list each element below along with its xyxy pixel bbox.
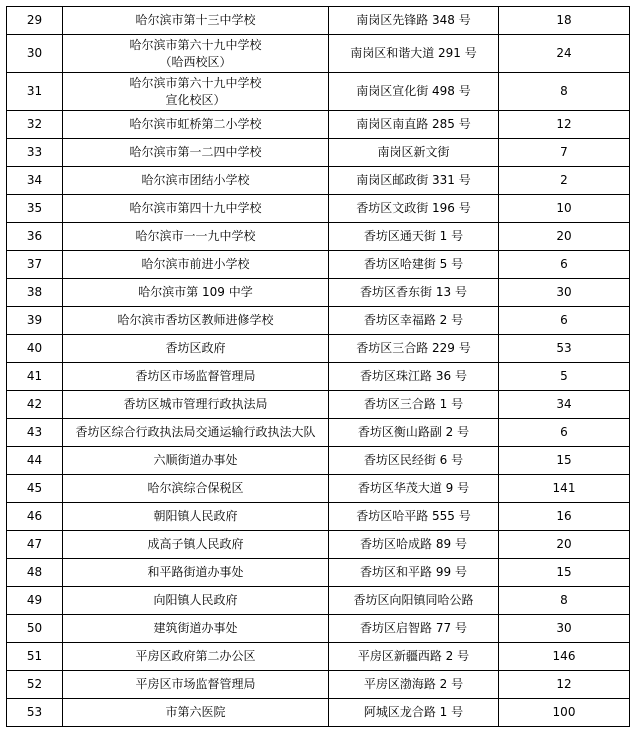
unit-name-line: 哈尔滨市第六十九中学校 [129,37,262,52]
count-cell: 30 [499,615,630,643]
unit-name-cell [63,223,329,251]
table-row [7,587,630,615]
row-number-cell: 37 [7,251,63,279]
row-number-cell: 45 [7,475,63,503]
row-number-cell: 29 [7,7,63,35]
table-row [7,35,630,73]
unit-name-cell [63,139,329,167]
row-number-cell: 42 [7,391,63,419]
unit-name-cell [63,111,329,139]
table-row [7,363,630,391]
row-number-cell: 52 [7,671,63,699]
address-cell: 南岗区南直路 285 号 [329,111,499,139]
unit-name-line: 平房区政府第二办公区 [135,649,256,663]
row-number-cell: 50 [7,615,63,643]
table-row [7,307,630,335]
unit-name-cell [63,167,329,195]
table-row [7,419,630,447]
row-number-cell: 48 [7,559,63,587]
count-cell: 8 [499,587,630,615]
count-cell: 141 [499,475,630,503]
unit-name-line: 成高子镇人民政府 [147,537,244,551]
address-cell: 香坊区三合路 1 号 [329,391,499,419]
count-cell: 18 [499,7,630,35]
count-cell: 10 [499,195,630,223]
address-cell: 香坊区珠江路 36 号 [329,363,499,391]
address-cell: 南岗区和谐大道 291 号 [329,35,499,73]
unit-name-cell [63,419,329,447]
unit-name-cell [63,475,329,503]
table-row [7,7,630,35]
count-cell: 146 [499,643,630,671]
unit-name-cell [63,335,329,363]
table-row [7,447,630,475]
unit-name-line: 哈尔滨市香坊区教师进修学校 [117,313,274,327]
unit-name-cell [63,503,329,531]
count-cell: 12 [499,671,630,699]
address-cell: 南岗区邮政街 331 号 [329,167,499,195]
table-row [7,223,630,251]
address-cell: 平房区新疆西路 2 号 [329,643,499,671]
table-row [7,643,630,671]
count-cell: 20 [499,223,630,251]
unit-name-line: 平房区市场监督管理局 [135,677,256,691]
address-cell: 香坊区衡山路副 2 号 [329,419,499,447]
count-cell: 7 [499,139,630,167]
row-number-cell: 49 [7,587,63,615]
row-number-cell: 46 [7,503,63,531]
unit-name-line: 朝阳镇人民政府 [153,509,238,523]
unit-name-line: 哈尔滨市团结小学校 [141,173,250,187]
table-row [7,475,630,503]
row-number-cell: 44 [7,447,63,475]
unit-name-line: 香坊区市场监督管理局 [135,369,256,383]
document-table [6,6,630,727]
count-cell: 20 [499,531,630,559]
count-cell: 8 [499,73,630,111]
unit-name-cell [63,699,329,727]
table-row [7,167,630,195]
row-number-cell: 38 [7,279,63,307]
table-row [7,699,630,727]
count-cell: 12 [499,111,630,139]
address-cell: 南岗区新文街 [329,139,499,167]
table-row [7,279,630,307]
count-cell: 16 [499,503,630,531]
count-cell: 53 [499,335,630,363]
unit-name-cell [63,7,329,35]
unit-name-line: 市第六医院 [165,705,226,719]
address-cell: 香坊区哈成路 89 号 [329,531,499,559]
unit-name-cell [63,587,329,615]
unit-name-line: 香坊区政府 [165,341,226,355]
table-row [7,559,630,587]
address-cell: 香坊区向阳镇同哈公路 [329,587,499,615]
unit-name-line: 建筑街道办事处 [153,621,238,635]
count-cell: 2 [499,167,630,195]
unit-name-cell [63,363,329,391]
row-number-cell: 33 [7,139,63,167]
address-cell: 香坊区和平路 99 号 [329,559,499,587]
unit-name-cell [63,251,329,279]
row-number-cell: 31 [7,73,63,111]
address-cell: 南岗区宣化街 498 号 [329,73,499,111]
unit-name-cell [63,391,329,419]
row-number-cell: 53 [7,699,63,727]
address-cell: 香坊区文政街 196 号 [329,195,499,223]
address-cell: 香坊区华茂大道 9 号 [329,475,499,503]
unit-name-line: 哈尔滨综合保税区 [147,481,244,495]
unit-name-cell [63,643,329,671]
unit-name-cell [63,615,329,643]
count-cell: 15 [499,447,630,475]
table-row [7,335,630,363]
row-number-cell: 40 [7,335,63,363]
address-cell: 香坊区通天街 1 号 [329,223,499,251]
unit-name-cell [63,671,329,699]
unit-name-line: 香坊区综合行政执法局交通运输行政执法大队 [75,425,316,439]
row-number-cell: 41 [7,363,63,391]
row-number-cell: 51 [7,643,63,671]
row-number-cell: 35 [7,195,63,223]
unit-name-line: 宣化校区） [165,92,226,107]
unit-name-cell [63,307,329,335]
unit-name-cell [63,279,329,307]
unit-name-line: 哈尔滨市第四十九中学校 [129,201,262,215]
count-cell: 30 [499,279,630,307]
address-cell: 香坊区民经街 6 号 [329,447,499,475]
address-cell: 香坊区幸福路 2 号 [329,307,499,335]
count-cell: 100 [499,699,630,727]
count-cell: 5 [499,363,630,391]
table-row [7,251,630,279]
count-cell: 6 [499,419,630,447]
row-number-cell: 32 [7,111,63,139]
table-row [7,531,630,559]
count-cell: 6 [499,307,630,335]
table-row [7,503,630,531]
unit-name-cell [63,35,329,73]
unit-name-line: 向阳镇人民政府 [153,593,238,607]
address-cell: 香坊区香东街 13 号 [329,279,499,307]
table-row [7,615,630,643]
unit-name-line: 六顺街道办事处 [153,453,238,467]
unit-name-cell [63,73,329,111]
table-row [7,195,630,223]
unit-name-cell [63,447,329,475]
row-number-cell: 36 [7,223,63,251]
unit-name-line: 哈尔滨市第 109 中学 [138,285,253,299]
table-row [7,111,630,139]
count-cell: 34 [499,391,630,419]
unit-name-cell [63,195,329,223]
count-cell: 24 [499,35,630,73]
row-number-cell: 43 [7,419,63,447]
unit-name-line: 哈尔滨市一一九中学校 [135,229,256,243]
unit-name-line: 哈尔滨市第十三中学校 [135,13,256,27]
address-cell: 香坊区启智路 77 号 [329,615,499,643]
address-cell: 香坊区哈建街 5 号 [329,251,499,279]
table-row [7,139,630,167]
unit-name-line: （哈西校区） [159,54,232,69]
row-number-cell: 47 [7,531,63,559]
row-number-cell: 34 [7,167,63,195]
unit-name-line: 和平路街道办事处 [147,565,244,579]
unit-name-line: 哈尔滨市第六十九中学校 [129,75,262,90]
unit-name-cell [63,531,329,559]
unit-name-line: 哈尔滨市虹桥第二小学校 [129,117,262,131]
table-row [7,671,630,699]
unit-name-line: 哈尔滨市前进小学校 [141,257,250,271]
address-cell: 南岗区先锋路 348 号 [329,7,499,35]
row-number-cell: 39 [7,307,63,335]
address-cell: 平房区渤海路 2 号 [329,671,499,699]
unit-name-line: 哈尔滨市第一二四中学校 [129,145,262,159]
count-cell: 15 [499,559,630,587]
address-cell: 阿城区龙合路 1 号 [329,699,499,727]
address-cell: 香坊区哈平路 555 号 [329,503,499,531]
table-row [7,73,630,111]
table-row [7,391,630,419]
row-number-cell: 30 [7,35,63,73]
table-body [7,7,630,727]
unit-name-line: 香坊区城市管理行政执法局 [123,397,268,411]
unit-name-cell [63,559,329,587]
count-cell: 6 [499,251,630,279]
address-cell: 香坊区三合路 229 号 [329,335,499,363]
